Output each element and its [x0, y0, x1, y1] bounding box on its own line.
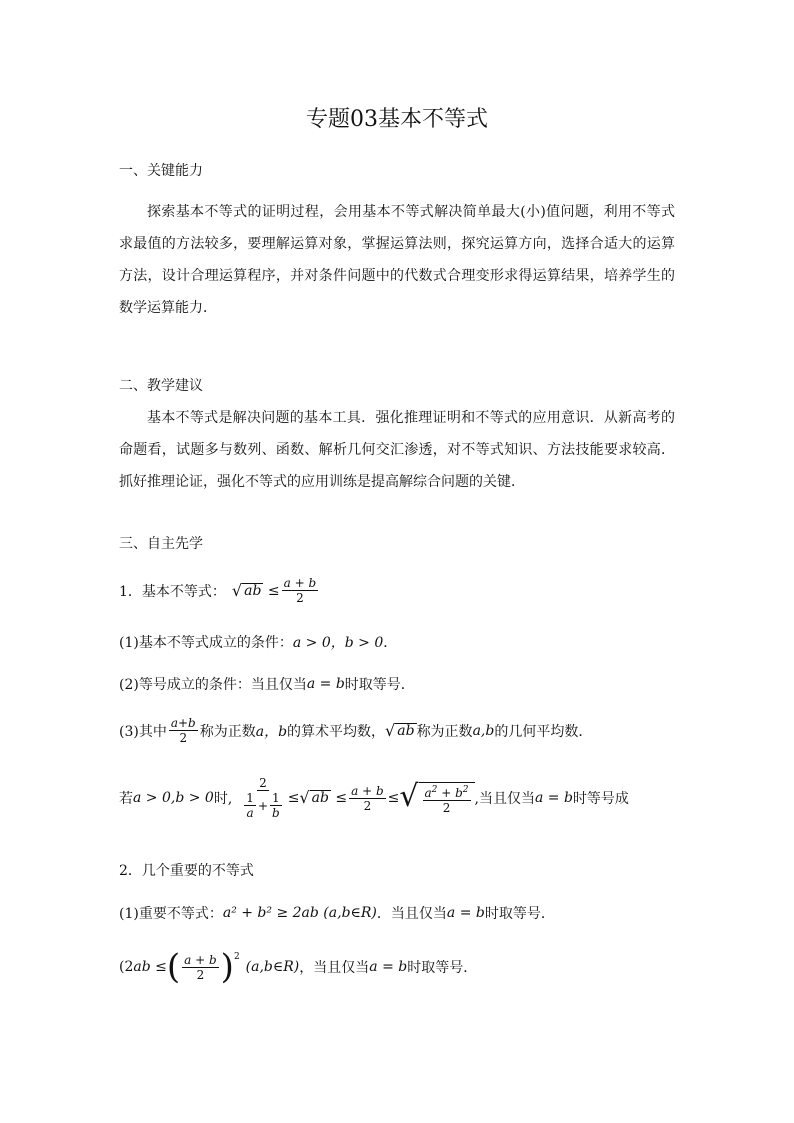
chain-mid: 时,: [213, 791, 233, 807]
condition-3-line: [119, 716, 592, 745]
condition-1-line: [119, 632, 397, 652]
quadratic-mean-sqrt: √ $\frac{a^2 + b^2}{2}$: [399, 782, 474, 815]
section-text-teaching-advice: 基本不等式是解决问题的基本工具．强化推理证明和不等式的应用意识．从新高考的命题看，试题多与数列、函数、解析几何交汇渗透，对不等式知识、方法技能要求较高．抓好推理论证，强化不等式的应用训练是提高解综合问题的关键．: [119, 410, 675, 490]
ineq2-domain: (a,b∈R): [245, 959, 300, 975]
ineq2-end: 时取等号．: [407, 960, 478, 976]
ineq1-suffix: ．当且仅当: [376, 906, 447, 922]
left-paren: (: [166, 947, 181, 987]
fraction-a-plus-b-over-2: $\frac{a + b}{2}$: [283, 576, 317, 605]
item2-label: 2．几个重要的不等式: [119, 863, 254, 879]
condition-2-line: [119, 674, 415, 694]
ab-square-inequality-line: (2 ab ≤ ( $\frac{a + b}{2}$ ) $^2$ (a,b∈R) ，当且仅当 a = b 时取等号．: [119, 947, 478, 987]
chain-end: 时等号成: [572, 791, 629, 807]
sqrt-ab-chain: √ ab: [299, 788, 329, 807]
right-paren: ): [220, 947, 234, 987]
positive-numbers-ab: a，b: [255, 723, 288, 740]
geometric-mean-label: 称为正数: [416, 723, 473, 740]
condition-2-math: a = b: [306, 676, 345, 692]
positive-numbers-ab-2: a,b: [472, 722, 495, 739]
sqrt-ab-small: √ ab: [385, 720, 415, 740]
harmonic-mean-fraction: 2 $\frac{1}{a}$ + $\frac{1}{b}$: [246, 776, 280, 820]
ineq1-end: 时取等号．: [484, 906, 555, 922]
important-inequality-line: [119, 903, 555, 923]
ineq1-equality: a = b: [446, 905, 485, 921]
section-heading-self-study: 三、自主先学: [119, 536, 203, 552]
chain-prefix: 若: [119, 791, 133, 807]
ineq1-math: a² + b² ≥ 2ab (a,b∈R): [222, 905, 377, 921]
section-heading-key-abilities: 一、关键能力: [119, 163, 203, 179]
sqrt-ab-formula: √ ab: [231, 580, 262, 600]
condition-2-suffix: 时取等号．: [344, 677, 415, 693]
condition-1-text: (1)基本不等式成立的条件：: [119, 635, 293, 651]
item1-label: 1．基本不等式：: [119, 583, 226, 600]
mean-chain-line: 若 a > 0,b > 0 时, 2 $\frac{1}{a}$ + $\frac{1}{b}$ ≤ √ ab ≤ $\frac{a + b}{2}$ ≤ √ $\frac{a^2 + b^2}{2}$ ,当且仅当 a = b 时等号成: [119, 776, 629, 820]
section-heading-teaching-advice: 二、教学建议: [119, 378, 203, 394]
chain-condition: a > 0,b > 0: [133, 790, 214, 806]
condition-1-suffix: ．: [383, 635, 398, 651]
fraction-a-plus-b-over-2-small: $\frac{a+b}{2}$: [170, 716, 196, 745]
chain-suffix: ,当且仅当: [474, 791, 535, 807]
item2-heading: [119, 860, 254, 880]
ineq2-fraction: $\frac{a + b}{2}$: [184, 952, 217, 982]
geometric-mean-text: 的几何平均数．: [494, 723, 593, 740]
basic-inequality-line: 1．基本不等式： √ ab ≤ $\frac{a + b}{2}$: [119, 576, 317, 605]
ineq2-prefix: (2: [119, 959, 134, 975]
arith-mean-fraction: $\frac{a + b}{2}$: [351, 783, 384, 813]
ineq2-equality: a = b: [369, 959, 408, 975]
arithmetic-mean-label: 称为正数: [199, 723, 256, 740]
section-text-key-abilities: 探索基本不等式的证明过程，会用基本不等式解决简单最大(小)值问题，利用不等式求最值的方法较多，要理解运算对象，掌握运算法则，探究运算方向，选择合适大的运算方法，设计合理运算程序，并对条件问题中的代数式合理变形求得运算结果，培养学生的数学运算能力．: [119, 204, 675, 316]
ineq2-suffix: ，当且仅当: [299, 960, 370, 976]
page-title: 专题03基本不等式: [306, 107, 488, 132]
condition-2-text: (2)等号成立的条件：当且仅当: [119, 677, 307, 693]
chain-equality: a = b: [534, 790, 573, 806]
ineq1-prefix: (1)重要不等式：: [119, 906, 223, 922]
condition-1-math: a > 0，b > 0: [292, 635, 384, 651]
condition-3-text: (3)其中: [119, 723, 167, 740]
arithmetic-mean-text: 的算术平均数，: [287, 723, 386, 740]
